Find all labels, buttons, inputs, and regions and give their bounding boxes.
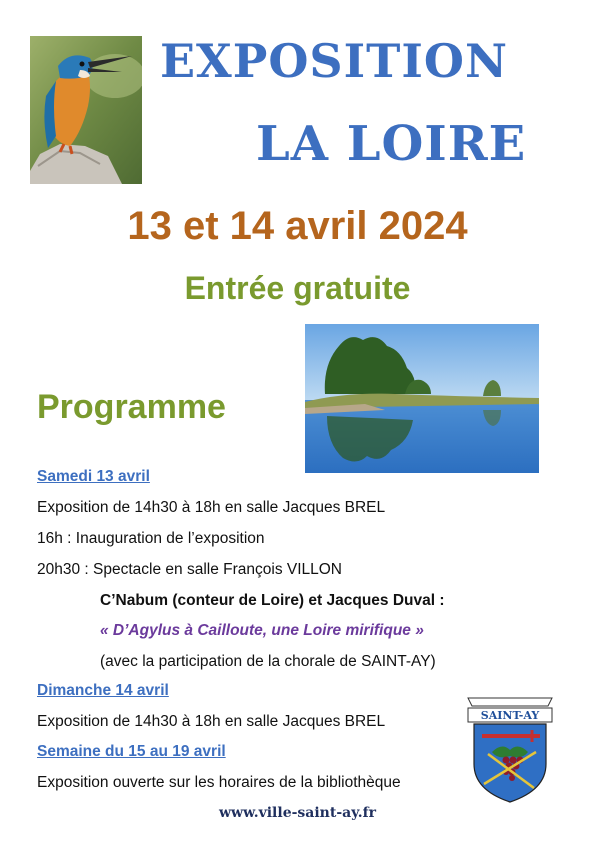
saint-ay-coat-of-arms: [462, 694, 558, 804]
sunday-exhibition-line: Exposition de 14h30 à 18h en salle Jacques BREL: [37, 713, 386, 730]
loire-river-photo: [305, 324, 539, 473]
week-exhibition-line: Exposition ouverte sur les horaires de la bibliothèque: [37, 774, 401, 791]
performers-line: C’Nabum (conteur de Loire) et Jacques Duval :: [100, 592, 445, 609]
week-heading: Semaine du 15 au 19 avril: [37, 743, 226, 760]
coat-banner-text: SAINT-AY: [480, 709, 540, 722]
title-line-1: EXPOSITION: [160, 34, 509, 88]
kingfisher-photo: [30, 36, 142, 184]
entry-info: Entrée gratuite: [184, 270, 411, 306]
event-dates: 13 et 14 avril 2024: [127, 204, 468, 248]
saturday-inauguration-line: 16h : Inauguration de l’exposition: [37, 530, 265, 547]
programme-heading: Programme: [37, 388, 226, 426]
choir-participation-line: (avec la participation de la chorale de SAINT-AY): [100, 653, 436, 670]
day-sunday-heading: Dimanche 14 avril: [37, 682, 169, 699]
saturday-exhibition-line: Exposition de 14h30 à 18h en salle Jacques BREL: [37, 499, 386, 516]
website-url: www.ville-saint-ay.fr: [218, 805, 377, 821]
show-title: « D’Agylus à Cailloute, une Loire mirifique »: [100, 622, 424, 639]
day-saturday-heading: Samedi 13 avril: [37, 468, 150, 485]
saturday-show-line: 20h30 : Spectacle en salle François VILLON: [37, 561, 343, 578]
title-line-2: LA LOIRE: [256, 116, 527, 172]
